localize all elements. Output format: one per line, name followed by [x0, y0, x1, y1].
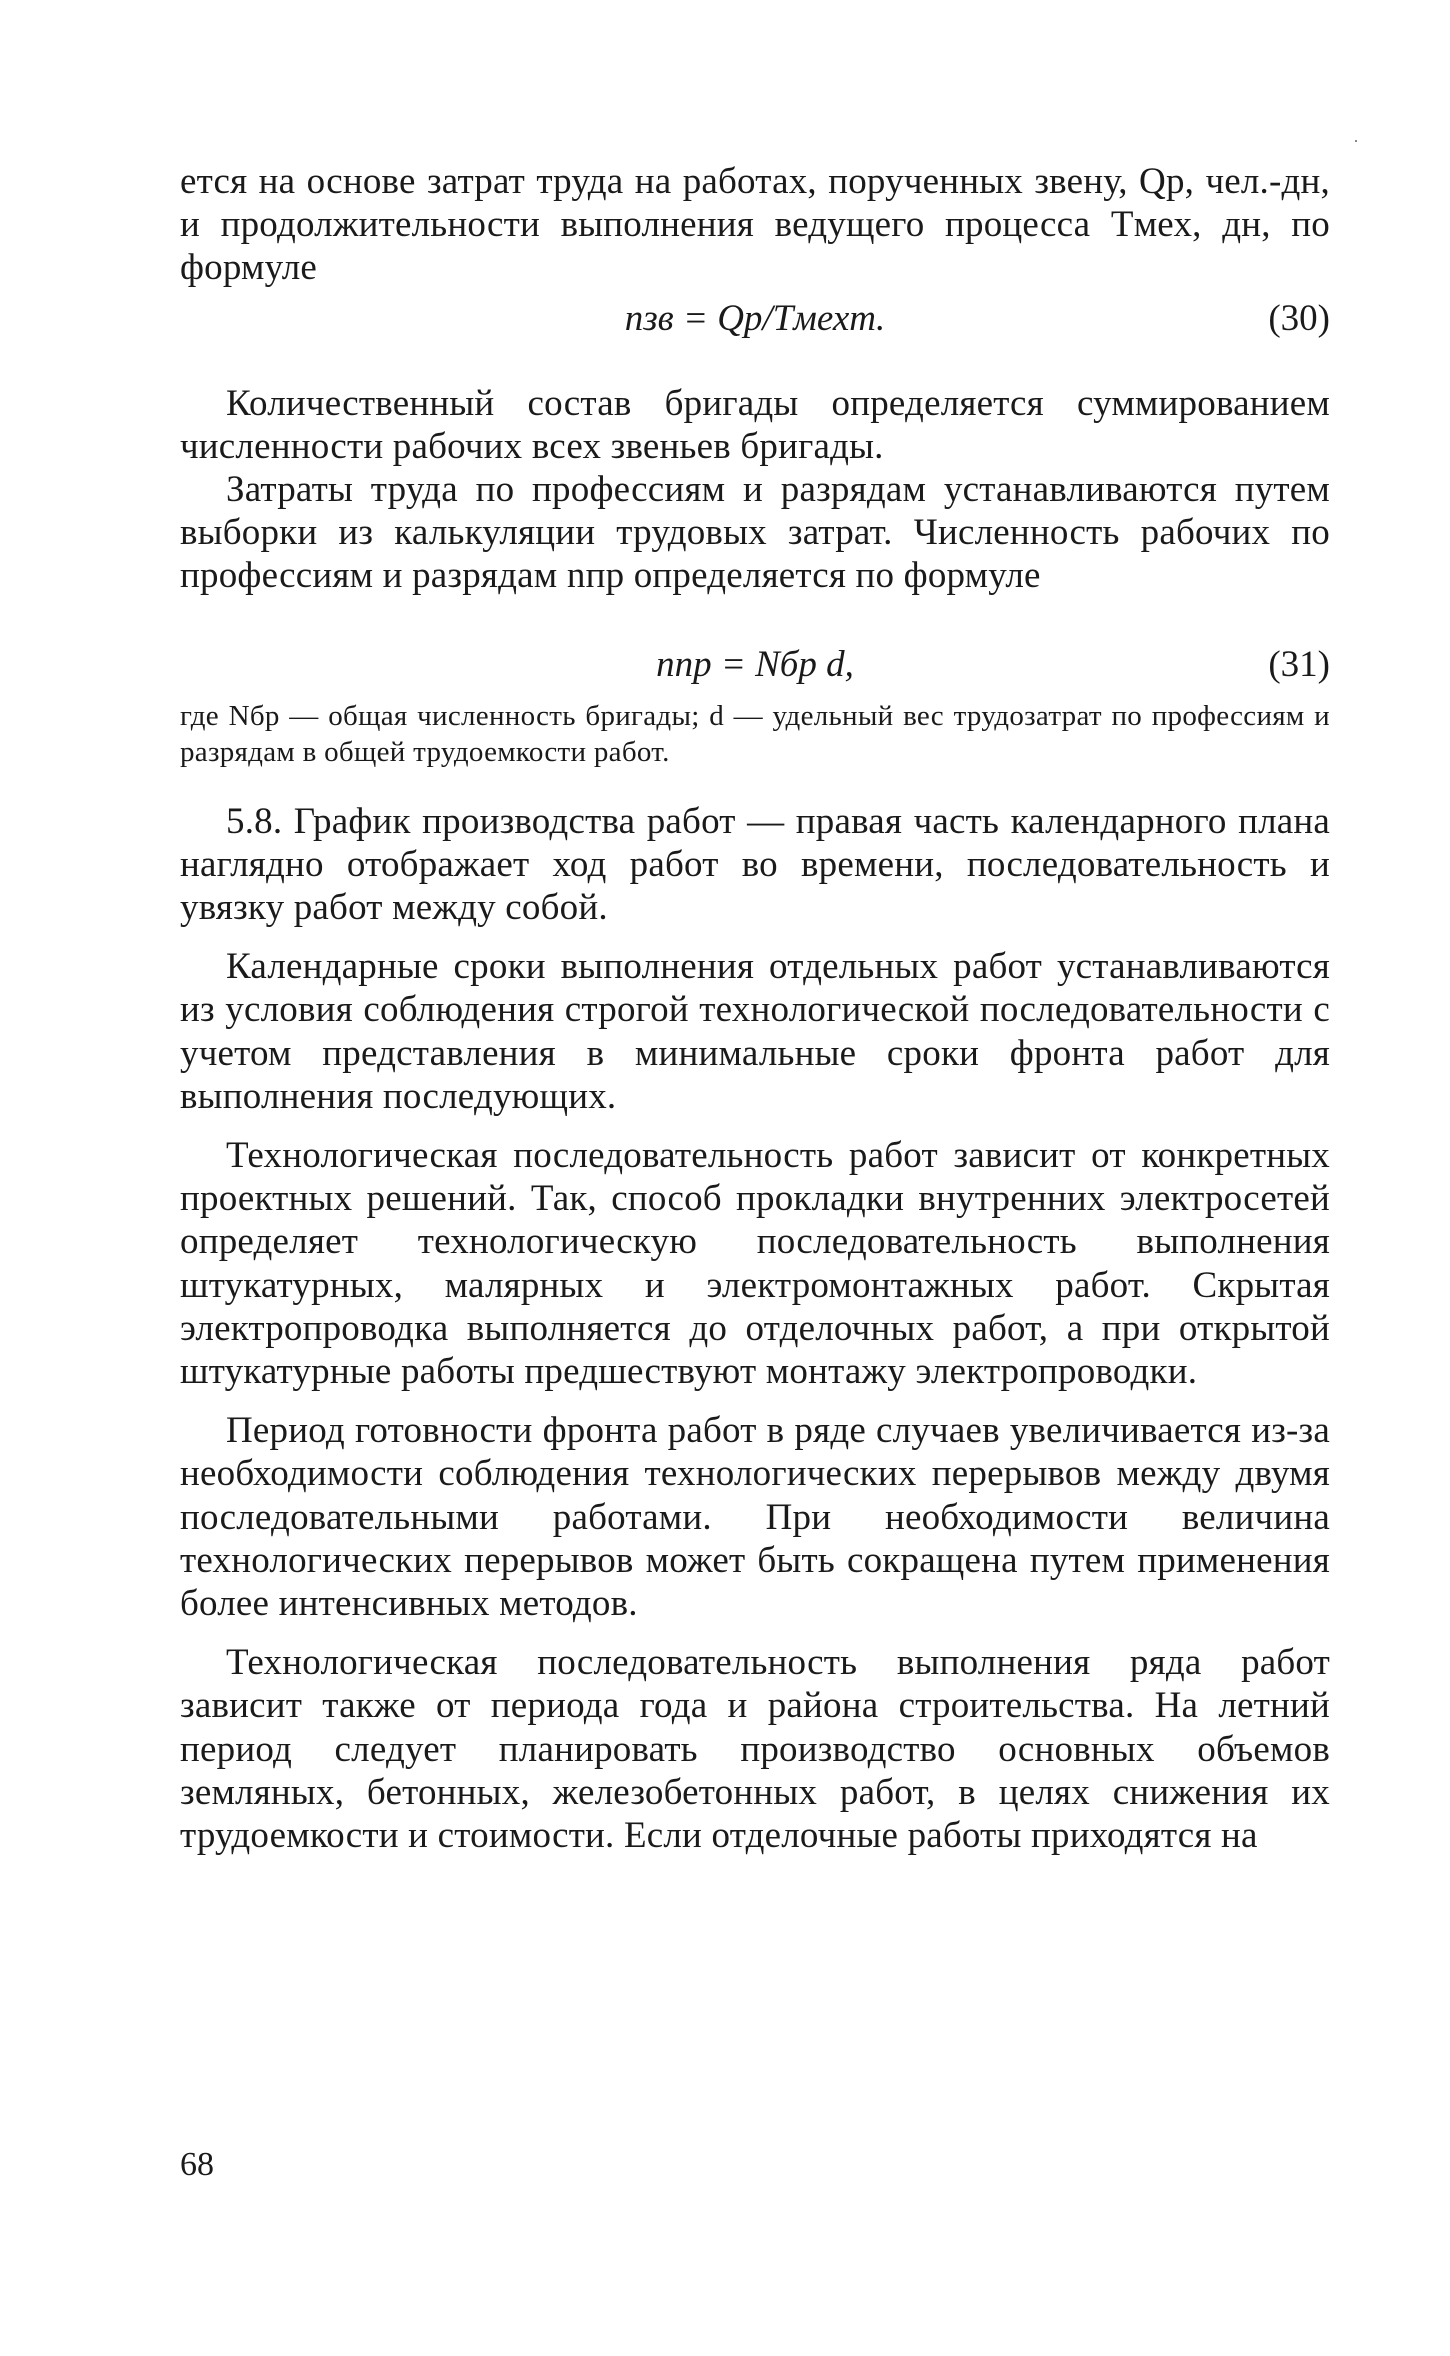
- formula-31: [180, 638, 1330, 692]
- formula-30: [180, 292, 1330, 346]
- formula-30-expression: nзв = Qр/Tмехm.: [624, 297, 886, 339]
- paragraph-8: Технологическая последовательность выполнения ряда работ зависит также от периода года и района строительства. На летний период следует планировать производство основных объемов земляных, бетонных, железобетонных работ, в целях снижения их трудоемкости и стоимости. Если отделочные работы приходятся на: [180, 1642, 1330, 1857]
- paragraph-5-8: 5.8. График производства работ — правая часть календарного плана наглядно отображает ход работ во времени, последовательность и увязку работ между собой.: [180, 800, 1330, 929]
- formula-30-number: (30): [1268, 297, 1330, 339]
- formula-note: где Nбр — общая численность бригады; d — удельный вес трудозатрат по профессиям и разрядам в общей трудоемкости работ.: [180, 699, 1330, 768]
- formula-31-number: (31): [1268, 643, 1330, 685]
- paragraph-7: Период готовности фронта работ в ряде случаев увеличивается из-за необходимости соблюдения технологических перерывов между двумя последовательными работами. При необходимости величина технологических перерывов может быть сокращена путем применения более интенсивных методов.: [180, 1410, 1330, 1625]
- page-number: 68: [180, 2146, 214, 2183]
- paragraph-1: ется на основе затрат труда на работах, порученных звену, Qр, чел.-дн, и продолжительности выполнения ведущего процесса Tмех, дн, по формуле: [180, 161, 1330, 289]
- scan-speck: [1355, 140, 1357, 142]
- paragraph-3: Затраты труда по профессиям и разрядам устанавливаются путем выборки из калькуляции трудовых затрат. Численность рабочих по профессиям и разрядам nпр определяется по формуле: [180, 469, 1330, 597]
- paragraph-6: Технологическая последовательность работ зависит от конкретных проектных решений. Так, способ прокладки внутренних электросетей определяет технологическую последовательность выполнения штукатурных, малярных и электромонтажных работ. Скрытая электропроводка выполняется до отделочных работ, а при открытой штукатурные работы предшествуют монтажу электропроводки.: [180, 1135, 1330, 1393]
- formula-31-expression: nпр = Nбр d,: [656, 643, 854, 685]
- paragraph-2: Количественный состав бригады определяется суммированием численности рабочих всех звеньев бригады.: [180, 382, 1330, 467]
- paragraph-5: Календарные сроки выполнения отдельных работ устанавливаются из условия соблюдения строгой технологической последовательности с учетом представления в минимальные сроки фронта работ для выполнения последующих.: [180, 946, 1330, 1117]
